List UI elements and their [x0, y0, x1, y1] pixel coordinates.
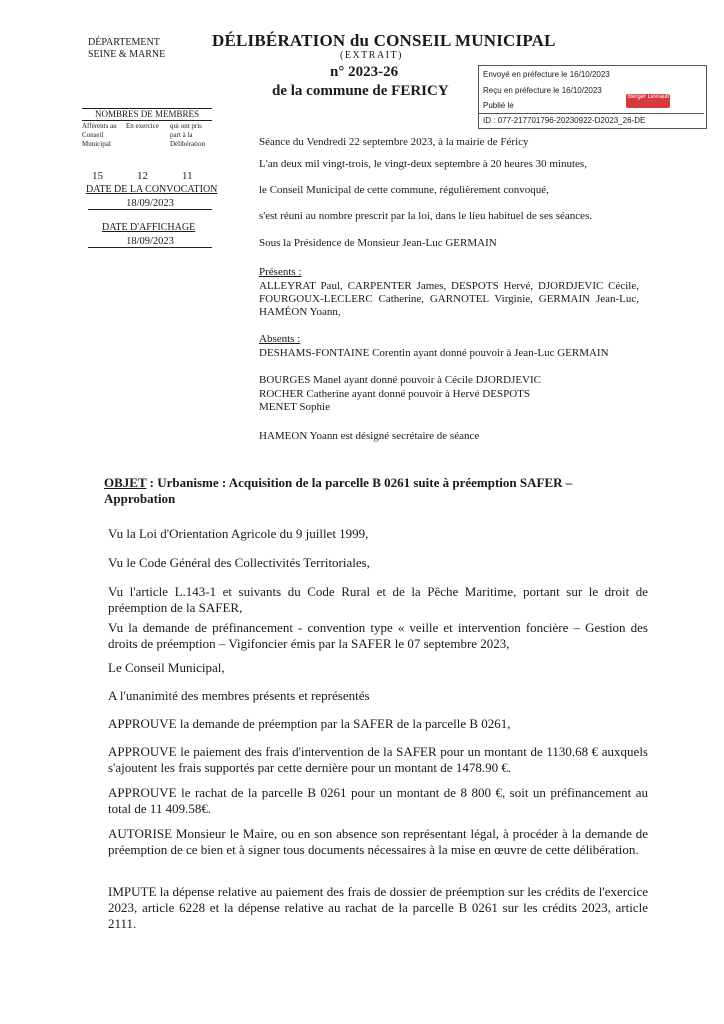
body-paragraph: IMPUTE la dépense relative au paiement des frais de dossier de préemption sur les crédits de l'exercice 2023, article 6228 et la dépense relative au rachat de la parcelle B 0261 sur les crédits 2023, article 2111.	[108, 884, 648, 931]
department-name: DÉPARTEMENT	[88, 37, 160, 48]
members-col-exercice: En exercice	[126, 122, 159, 130]
members-box	[82, 108, 212, 149]
members-afferents-value: 15	[92, 170, 103, 182]
department-region: SEINE & MARNE	[88, 49, 166, 60]
convocation-label: DATE DE LA CONVOCATION	[86, 184, 218, 195]
body-paragraph: Le Conseil Municipal,	[108, 660, 225, 675]
commune-name: de la commune de FERICY	[272, 83, 449, 99]
body-paragraph: Vu le Code Général des Collectivités Territoriales,	[108, 555, 370, 570]
seance-line-1: Séance du Vendredi 22 septembre 2023, à la mairie de Féricy	[259, 136, 529, 148]
absent-item: MENET Sophie	[259, 401, 330, 413]
seance-line-2: L'an deux mil vingt-trois, le vingt-deux septembre à 20 heures 30 minutes,	[259, 158, 587, 170]
affichage-date: 18/09/2023	[88, 236, 212, 248]
berger-levrault-logo: Berger Levrault	[626, 94, 670, 108]
absent-item: BOURGES Manel ayant donné pouvoir à Cécile DJORDJEVIC	[259, 374, 541, 386]
affichage-label: DATE D'AFFICHAGE	[102, 222, 196, 233]
members-exercice-value: 12	[137, 170, 148, 182]
body-paragraph: A l'unanimité des membres présents et représentés	[108, 688, 370, 703]
objet-label: OBJET	[104, 475, 147, 490]
body-paragraph: APPROUVE le rachat de la parcelle B 0261 pour un montant de 8 800 €, soit un préfinancement au total de 11 409.58€.	[108, 785, 648, 816]
objet-heading	[104, 475, 644, 507]
presents-label: Présents :	[259, 266, 302, 278]
members-col-votants: qui ont pris part à la Délibération	[170, 122, 205, 148]
stamp-id: ID : 077-217701796-20230922-D2023_26-DE	[479, 113, 704, 127]
body-paragraph: Vu l'article L.143-1 et suivants du Code Rural et de la Pêche Maritime, portant sur le droit de préemption de la SAFER,	[108, 584, 648, 615]
stamp-published: Publié le	[483, 101, 514, 110]
deliberation-number: n° 2023-26	[330, 64, 399, 80]
body-paragraph: Vu la demande de préfinancement - convention type « veille et intervention foncière – Gestion des droits de préemption – Vigifoncier émis par la SAFER le 07 septembre 2023,	[108, 620, 648, 651]
prefecture-stamp	[478, 65, 707, 129]
absent-item: ROCHER Catherine ayant donné pouvoir à Hervé DESPOTS	[259, 388, 530, 400]
members-votants-value: 11	[182, 170, 193, 182]
seance-line-5: Sous la Présidence de Monsieur Jean-Luc GERMAIN	[259, 237, 497, 249]
objet-text: : Urbanisme : Acquisition de la parcelle B 0261 suite à préemption SAFER – Approbation	[104, 475, 573, 506]
stamp-sent: Envoyé en préfecture le 16/10/2023	[483, 70, 610, 79]
members-col-afferents: Afférents au Conseil Municipal	[82, 122, 117, 148]
body-paragraph: Vu la Loi d'Orientation Agricole du 9 juillet 1999,	[108, 526, 369, 541]
body-paragraph: APPROUVE la demande de préemption par la SAFER de la parcelle B 0261,	[108, 716, 511, 731]
presents-list: ALLEYRAT Paul, CARPENTER James, DESPOTS Hervé, DJORDJEVIC Cécile, FOURGOUX-LECLERC Catherine, GARNOTEL Virginie, GERMAIN Jean-Luc, HAMÉON Yoann,	[259, 280, 639, 318]
extrait-label: (EXTRAIT)	[340, 50, 403, 61]
members-columns	[82, 122, 212, 149]
document-title: DÉLIBÉRATION du CONSEIL MUNICIPAL	[212, 31, 556, 50]
body-paragraph: AUTORISE Monsieur le Maire, ou en son absence son représentant légal, à procéder à la demande de préemption de ce bien et à signer tous documents nécessaires à la mise en œuvre de cette délibération.	[108, 826, 648, 857]
absents-label: Absents :	[259, 333, 301, 345]
body-paragraph: APPROUVE le paiement des frais d'intervention de la SAFER pour un montant de 1130.68 € auxquels s'ajoutent les frais supportés par cette dernière pour un montant de 1478.90 €.	[108, 744, 648, 775]
seance-line-3: le Conseil Municipal de cette commune, régulièrement convoqué,	[259, 184, 549, 196]
absent-item: DESHAMS-FONTAINE Corentin ayant donné pouvoir à Jean-Luc GERMAIN	[259, 347, 609, 359]
stamp-received: Reçu en préfecture le 16/10/2023	[483, 86, 602, 95]
department-label	[88, 37, 165, 61]
members-heading: NOMBRES DE MEMBRES	[82, 108, 212, 121]
secretaire-line: HAMEON Yoann est désigné secrétaire de séance	[259, 430, 480, 442]
seance-line-4: s'est réuni au nombre prescrit par la loi, dans le lieu habituel de ses séances.	[259, 210, 593, 222]
convocation-date: 18/09/2023	[88, 198, 212, 210]
members-values	[92, 170, 212, 182]
